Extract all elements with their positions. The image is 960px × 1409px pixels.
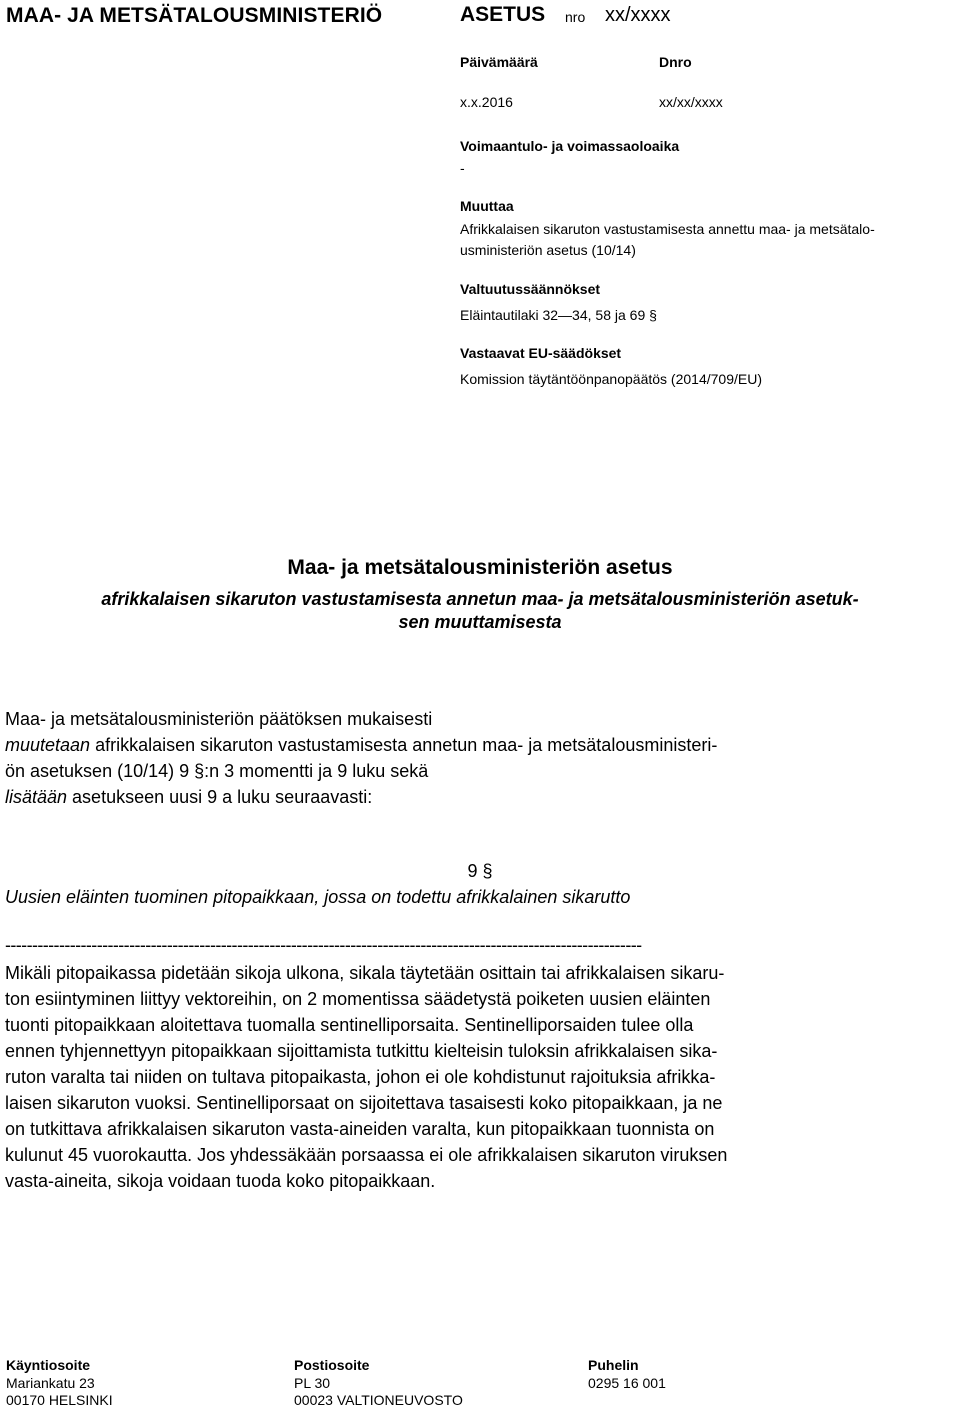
postal-address-label: Postiosoite — [294, 1357, 370, 1373]
validity-value: - — [460, 160, 465, 176]
visit-address-line-1: Mariankatu 23 — [6, 1375, 95, 1391]
preamble-line-2 — [5, 732, 955, 758]
section-line: Mikäli pitopaikassa pidetään sikoja ulkona, sikala täytetään osittain tai afrikkalaisen sikaru- — [5, 963, 725, 983]
phone-label: Puhelin — [588, 1357, 639, 1373]
nro-value: xx/xxxx — [605, 4, 671, 26]
section-line: on tutkittava afrikkalaisen sikaruton vasta-aineiden varalta, kun pitopaikkaan tuonnista on — [5, 1119, 715, 1139]
ministry-name: MAA- JA METSÄTALOUSMINISTERIÖ — [6, 4, 383, 27]
preamble-line-3: ön asetuksen (10/14) 9 §:n 3 momentti ja 9 luku sekä — [5, 761, 429, 781]
section-line: vasta-aineita, sikoja voidaan tuoda koko pitopaikkaan. — [5, 1171, 436, 1191]
regulation-subtitle — [8, 588, 952, 634]
preamble-line-1: Maa- ja metsätalousministeriön päätöksen mukaisesti — [5, 709, 433, 729]
section-line: kulunut 45 vuorokautta. Jos yhdessäkään porsaassa ei ole afrikkalaisen sikaruton viruksen — [5, 1145, 728, 1165]
section-line: ton esiintyminen liittyy vektoreihin, on 2 momentissa säädetystä poiketen uusien eläinten — [5, 989, 711, 1009]
section-line: laisen sikaruton vuoksi. Sentinelliporsaat on sijoitettava tasaisesti koko pitopaikkaan, ja ne — [5, 1093, 723, 1113]
phone-value: 0295 16 001 — [588, 1375, 666, 1391]
preamble — [5, 706, 955, 810]
subtitle-line-2: sen muuttamisesta — [398, 612, 562, 632]
validity-label: Voimaantulo- ja voimassaoloaika — [460, 138, 680, 154]
section-body — [5, 960, 905, 1194]
nro-label: nro — [565, 9, 586, 25]
section-line: tuonti pitopaikkaan aloitettava tuomalla sentinelliporsaita. Sentinelliporsaiden tulee olla — [5, 1015, 694, 1035]
section-number: 9 § — [467, 861, 493, 881]
section-line: ruton varalta tai niiden on tultava pitopaikasta, johon ei ole kohdistunut rajoituksia afrikka- — [5, 1067, 716, 1087]
visit-address-label: Käyntiosoite — [6, 1357, 91, 1373]
omission-rule: ---------------------------------------------------------------------------------------------------------------------- — [5, 935, 642, 955]
visit-address-line-2: 00170 HELSINKI — [6, 1392, 113, 1408]
authority-label: Valtuutussäännökset — [460, 281, 601, 297]
section-title: Uusien eläinten tuominen pitopaikkaan, jossa on todettu afrikkalainen sikarutto — [5, 887, 631, 907]
preamble-line-4 — [5, 784, 955, 810]
document-type: ASETUS — [460, 3, 546, 26]
postal-address-line-1: PL 30 — [294, 1375, 331, 1391]
authority-value: Eläintautilaki 32—34, 58 ja 69 § — [460, 307, 657, 323]
regulation-title: Maa- ja metsätalousministeriön asetus — [287, 556, 673, 579]
amends-label: Muuttaa — [460, 198, 514, 214]
dnro-value: xx/xx/xxxx — [659, 94, 723, 110]
amends-line-1: Afrikkalaisen sikaruton vastustamisesta annettu maa- ja metsätalo- — [460, 221, 875, 237]
subtitle-line-1: afrikkalaisen sikaruton vastustamisesta annetun maa- ja metsätalousministeriön asetuk- — [101, 589, 859, 609]
amend-verb: muutetaan — [5, 735, 91, 755]
dnro-label: Dnro — [659, 54, 692, 70]
amends-line-2: usministeriön asetus (10/14) — [460, 242, 636, 258]
add-verb: lisätään — [5, 787, 68, 807]
eu-label: Vastaavat EU-säädökset — [460, 345, 622, 361]
section-line: ennen tyhjennettyyn pitopaikkaan sijoittamista tutkittu kielteisin tuloksin afrikkalaisen sika- — [5, 1041, 718, 1061]
preamble-line-4-rest: asetukseen uusi 9 a luku seuraavasti: — [67, 787, 373, 807]
date-label: Päivämäärä — [460, 54, 538, 70]
preamble-line-2-rest: afrikkalaisen sikaruton vastustamisesta annetun maa- ja metsätalousministeri- — [90, 735, 718, 755]
postal-address-line-2: 00023 VALTIONEUVOSTO — [294, 1392, 463, 1408]
date-value: x.x.2016 — [460, 94, 513, 110]
eu-value: Komission täytäntöönpanopäätös (2014/709/EU) — [460, 371, 762, 387]
